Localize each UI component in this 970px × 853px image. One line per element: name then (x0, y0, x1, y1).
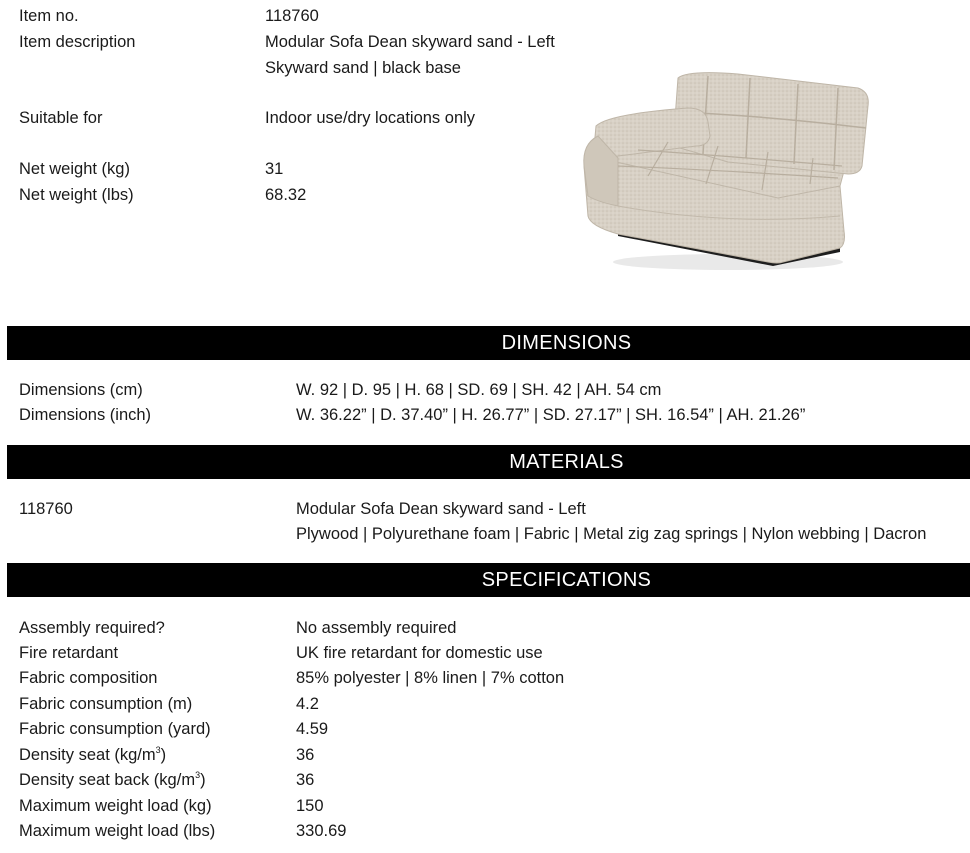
net-weight-kg-label: Net weight (kg) (19, 160, 130, 178)
materials-heading-bar (7, 445, 970, 479)
spec-label: Assembly required? (19, 619, 165, 637)
spec-label: Fabric consumption (m) (19, 695, 193, 713)
net-weight-lbs-label: Net weight (lbs) (19, 186, 134, 204)
item-description-line1: Modular Sofa Dean skyward sand - Left (265, 33, 555, 51)
dimensions-inch-value: W. 36.22” | D. 37.40” | H. 26.77” | SD. 27.17” | SH. 16.54” | AH. 21.26” (296, 406, 806, 424)
spec-label: Fabric composition (19, 669, 158, 687)
dimensions-heading-bar (7, 326, 970, 360)
spec-label: Fabric consumption (yard) (19, 720, 211, 738)
spec-label: Maximum weight load (lbs) (19, 822, 216, 840)
spec-value: 85% polyester | 8% linen | 7% cotton (296, 669, 565, 687)
spec-value: UK fire retardant for domestic use (296, 644, 543, 662)
materials-heading: MATERIALS (509, 451, 624, 473)
materials-line2: Plywood | Polyurethane foam | Fabric | Metal zig zag springs | Nylon webbing | Dacron (296, 525, 927, 543)
spec-label: Density seat $(kg/m^3)$ (19, 745, 167, 764)
item-description-label: Item description (19, 33, 136, 51)
spec-value: 330.69 (296, 822, 347, 840)
item-no-value: 118760 (265, 7, 319, 25)
suitable-for-value: Indoor use/dry locations only (265, 109, 476, 127)
dimensions-heading: DIMENSIONS (501, 332, 632, 354)
item-description-line2: Skyward sand | black base (265, 59, 461, 77)
materials-item-label: 118760 (19, 500, 73, 518)
net-weight-kg-value: 31 (265, 160, 284, 178)
spec-label: Fire retardant (19, 644, 119, 662)
spec-value: No assembly required (296, 619, 457, 637)
spec-value: 4.59 (296, 720, 329, 738)
net-weight-lbs-value: 68.32 (265, 186, 307, 204)
dimensions-inch-label: Dimensions (inch) (19, 406, 152, 424)
dimensions-cm-value: W. 92 | D. 95 | H. 68 | SD. 69 | SH. 42 | AH. 54 cm (296, 381, 662, 399)
spec-value: 4.2 (296, 695, 319, 713)
sofa-product-image (578, 66, 874, 276)
materials-line1: Modular Sofa Dean skyward sand - Left (296, 500, 586, 518)
spec-value: 36 (296, 746, 315, 764)
spec-value: 36 (296, 771, 315, 789)
suitable-for-label: Suitable for (19, 109, 103, 127)
spec-value: 150 (296, 797, 324, 815)
spec-label: Maximum weight load (kg) (19, 797, 212, 815)
item-no-label: Item no. (19, 7, 79, 25)
dimensions-cm-label: Dimensions (cm) (19, 381, 143, 399)
specifications-heading: SPECIFICATIONS (481, 569, 652, 591)
spec-label: Density seat back $(kg/m^3)$ (19, 770, 206, 789)
specifications-heading-bar (7, 563, 970, 597)
